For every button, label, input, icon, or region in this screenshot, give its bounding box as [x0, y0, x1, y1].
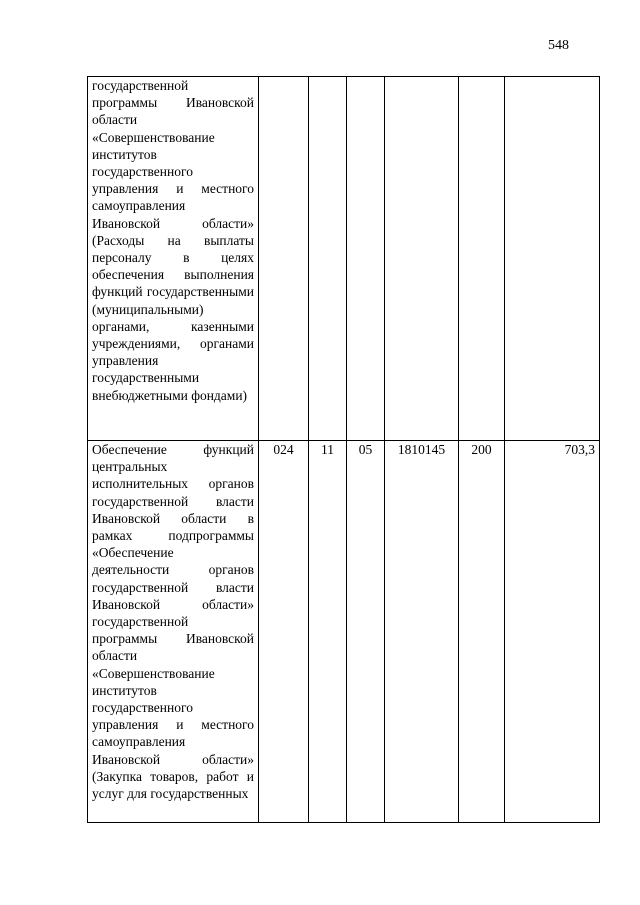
expense-type-cell: [459, 77, 505, 441]
amount-cell: [505, 77, 600, 441]
expense-type-cell: 200: [459, 441, 505, 823]
section-code-cell: 11: [309, 441, 347, 823]
section-code-cell: [309, 77, 347, 441]
budget-table: [87, 76, 600, 823]
table-row: [88, 441, 600, 823]
target-article-cell: [385, 77, 459, 441]
subsection-code-cell: 05: [347, 441, 385, 823]
subsection-code-cell: [347, 77, 385, 441]
ministry-code-cell: [259, 77, 309, 441]
target-article-cell: 1810145: [385, 441, 459, 823]
page-number: 548: [548, 38, 569, 53]
row-description: Обеспечение функций центральных исполнительных органов государственной власти Ивановской области в рамках подпрограммы «Обеспечение деятельности органов государственной власти Ивановской области» государственной программы Ивановской области «Совершенствование институтов государственного управления и местного самоуправления Ивановской области» (Закупка товаров, работ и услуг для государственных: [88, 441, 259, 823]
amount-cell: 703,3: [505, 441, 600, 823]
row-description: государственной программы Ивановской области «Совершенствование институтов государственного управления и местного самоуправления Ивановской области» (Расходы на выплаты персоналу в целях обеспечения выполнения функций государственными (муниципальными) органами, казенными учреждениями, органами управления государственными внебюджетными фондами): [88, 77, 259, 441]
ministry-code-cell: 024: [259, 441, 309, 823]
table-row: [88, 77, 600, 441]
